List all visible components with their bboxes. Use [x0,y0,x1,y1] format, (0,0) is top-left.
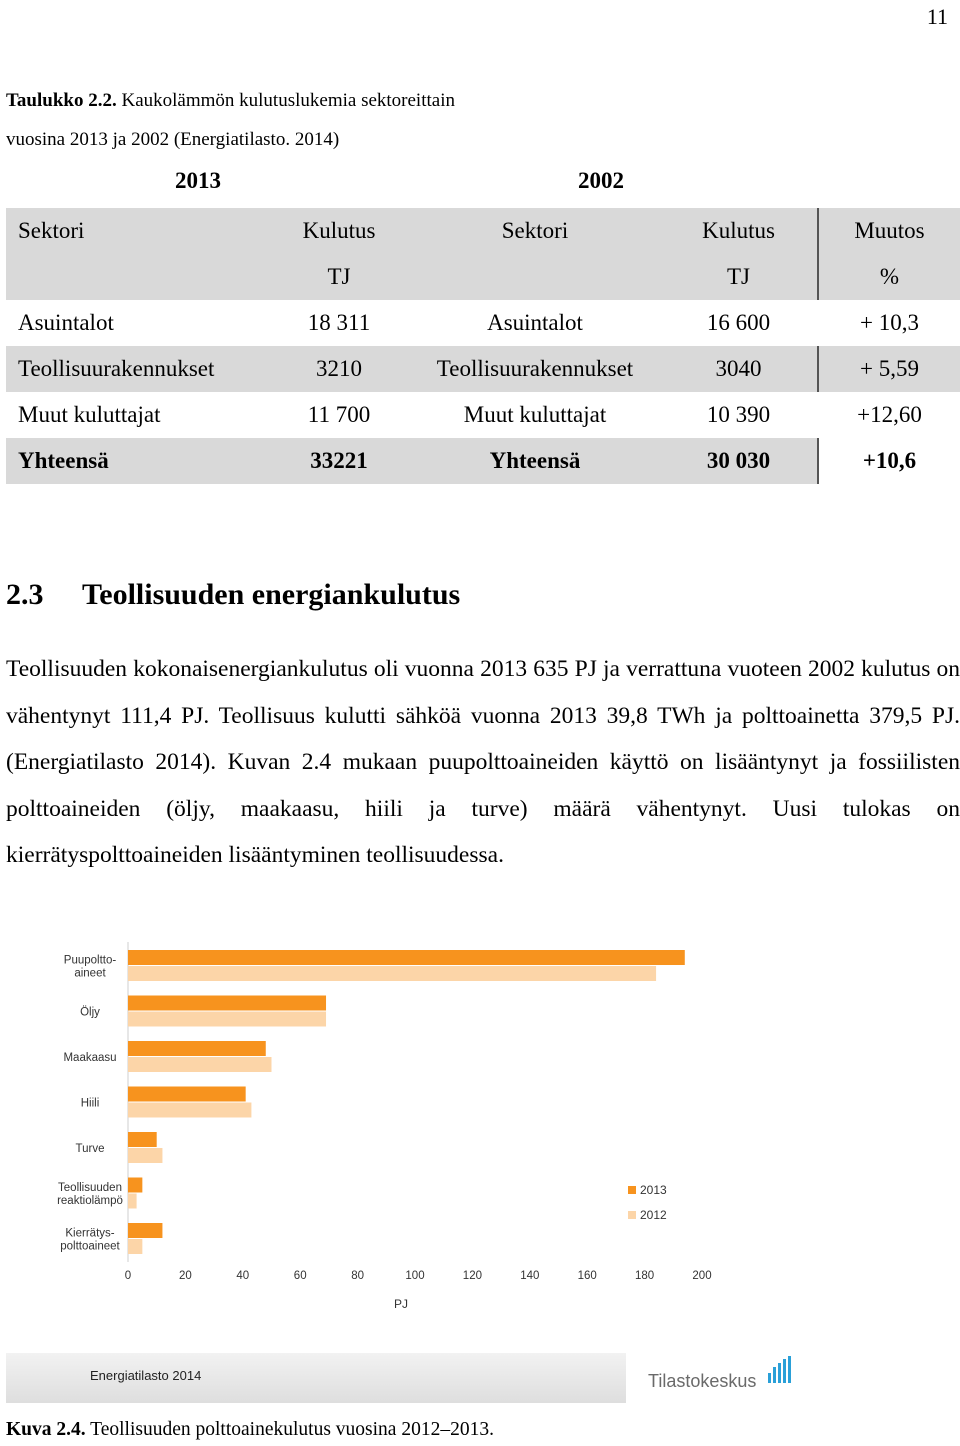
consumption-table [6,208,960,484]
table-cell: Teollisuurakennukset [410,346,660,392]
table-cell: + 5,59 [818,346,960,392]
x-tick-label: 80 [351,1270,364,1282]
header-cell: Sektori [6,208,268,254]
bar-2012-2 [128,1057,272,1072]
category-label: polttoaineet [60,1240,120,1253]
legend-label-2012: 2012 [640,1208,667,1222]
chart-svg [6,930,960,1330]
legend-label-2013: 2013 [640,1183,667,1197]
section-title: Teollisuuden energiankulutus [82,578,461,611]
unit-cell [410,254,660,300]
bar-2013-6 [128,1223,162,1238]
x-tick-label: 200 [692,1270,712,1282]
category-label: Hiili [80,1097,100,1110]
category-label: aineet [74,967,106,980]
bar-2012-0 [128,966,656,981]
bar-2012-4 [128,1148,162,1163]
figure-caption [6,1419,494,1441]
total-cell: +10,6 [818,438,960,484]
bar-2013-0 [128,950,685,965]
bar-2013-2 [128,1041,266,1056]
table-cell: 3210 [268,346,410,392]
total-cell: Yhteensä [6,438,268,484]
x-tick-label: 60 [293,1270,307,1282]
total-cell: 30 030 [660,438,818,484]
table-caption-label: Taulukko 2.2. [6,90,117,111]
table-cell: 16 600 [660,300,818,346]
table-row [6,300,960,346]
source-bar [6,1353,626,1403]
category-label: reaktiolämpö [57,1195,123,1207]
x-tick-label: 140 [520,1270,540,1282]
bar-2013-1 [128,996,326,1011]
x-tick-label: 100 [405,1270,425,1282]
table-cell: 3040 [660,346,818,392]
x-tick-label: 180 [635,1270,655,1282]
section-number: 2.3 [6,578,44,611]
bar-2012-3 [128,1103,251,1118]
bar-2012-6 [128,1239,142,1254]
table-caption-line2: vuosina 2013 ja 2002 (Energiatilasto. 2014) [6,129,340,150]
x-tick-label: 0 [124,1270,132,1282]
total-cell: Yhteensä [410,438,660,484]
x-tick-label: 160 [577,1270,597,1282]
bar-2012-1 [128,1012,326,1027]
legend-swatch-2013 [628,1186,636,1194]
unit-cell: TJ [660,254,818,300]
section-heading [6,578,460,612]
table-cell: Muut kuluttajat [410,392,660,438]
table-unit-row [6,254,960,300]
year-label-2002: 2002 [578,168,624,193]
header-cell: Kulutus [268,208,410,254]
table-total-row [6,438,960,484]
x-tick-label: 40 [236,1270,250,1282]
logo-text: Tilastokeskus [648,1371,757,1391]
x-tick-label: 120 [462,1270,482,1282]
table-cell: Teollisuurakennukset [6,346,268,392]
bar-2012-5 [128,1194,137,1209]
legend-swatch-2012 [628,1211,636,1219]
header-cell: Kulutus [660,208,818,254]
bar-2013-3 [128,1087,246,1102]
source-label: Energiatilasto 2014 [90,1368,202,1383]
fuel-consumption-chart [6,930,960,1330]
header-cell: Muutos [818,208,960,254]
body-paragraph: Teollisuuden kokonaisenergiankulutus oli vuonna 2013 635 PJ ja verrattuna vuoteen 2002 kulutus on vähentynyt 111,4 PJ. Teollisuus kulutti sähköä vuonna 2013 39,8 TWh ja polttoainetta 379,5 PJ. (Energiatilasto 2014). Kuvan 2.4 mukaan puupolttoaineiden käyttö on lisääntynyt ja fossiilisten polttoaineiden (öljy, maakaasu, hiili ja turve) määrä vähentynyt. Uusi tulokas on kierrätyspolttoaineiden lisääntyminen teollisuudessa. [6,656,960,868]
category-label: Turve [75,1143,105,1155]
bar-2013-5 [128,1178,142,1193]
category-label: Puupoltto- [63,954,117,967]
table-cell: Asuintalot [6,300,268,346]
category-label: Öljy [80,1006,100,1019]
logo-bars-icon [766,1355,796,1387]
unit-cell: TJ [268,254,410,300]
table-header-row [6,208,960,254]
tilastokeskus-logo [646,1355,806,1401]
bar-2013-4 [128,1132,157,1147]
table-caption-line1 [6,90,455,112]
header-cell: Sektori [410,208,660,254]
table-cell: 11 700 [268,392,410,438]
unit-cell [6,254,268,300]
table-caption-text: Kaukolämmön kulutuslukemia sektoreittain [121,90,455,111]
category-label: Kierrätys- [65,1227,115,1240]
year-label-2013: 2013 [175,168,221,193]
table-cell: Asuintalot [410,300,660,346]
table-row [6,346,960,392]
x-axis-title: PJ [393,1297,409,1311]
category-label: Teollisuuden [58,1182,122,1194]
x-tick-label: 20 [179,1270,192,1282]
table-cell: +12,60 [818,392,960,438]
page-number: 11 [926,4,948,29]
table-cell: 10 390 [660,392,818,438]
unit-cell: % [818,254,960,300]
table-cell: Muut kuluttajat [6,392,268,438]
table-cell: 18 311 [268,300,410,346]
category-label: Maakaasu [63,1052,117,1064]
figure-caption-text: Teollisuuden polttoainekulutus vuosina 2012–2013. [90,1419,494,1440]
total-cell: 33221 [268,438,410,484]
table-cell: + 10,3 [818,300,960,346]
figure-caption-label: Kuva 2.4. [6,1419,86,1440]
table-row [6,392,960,438]
